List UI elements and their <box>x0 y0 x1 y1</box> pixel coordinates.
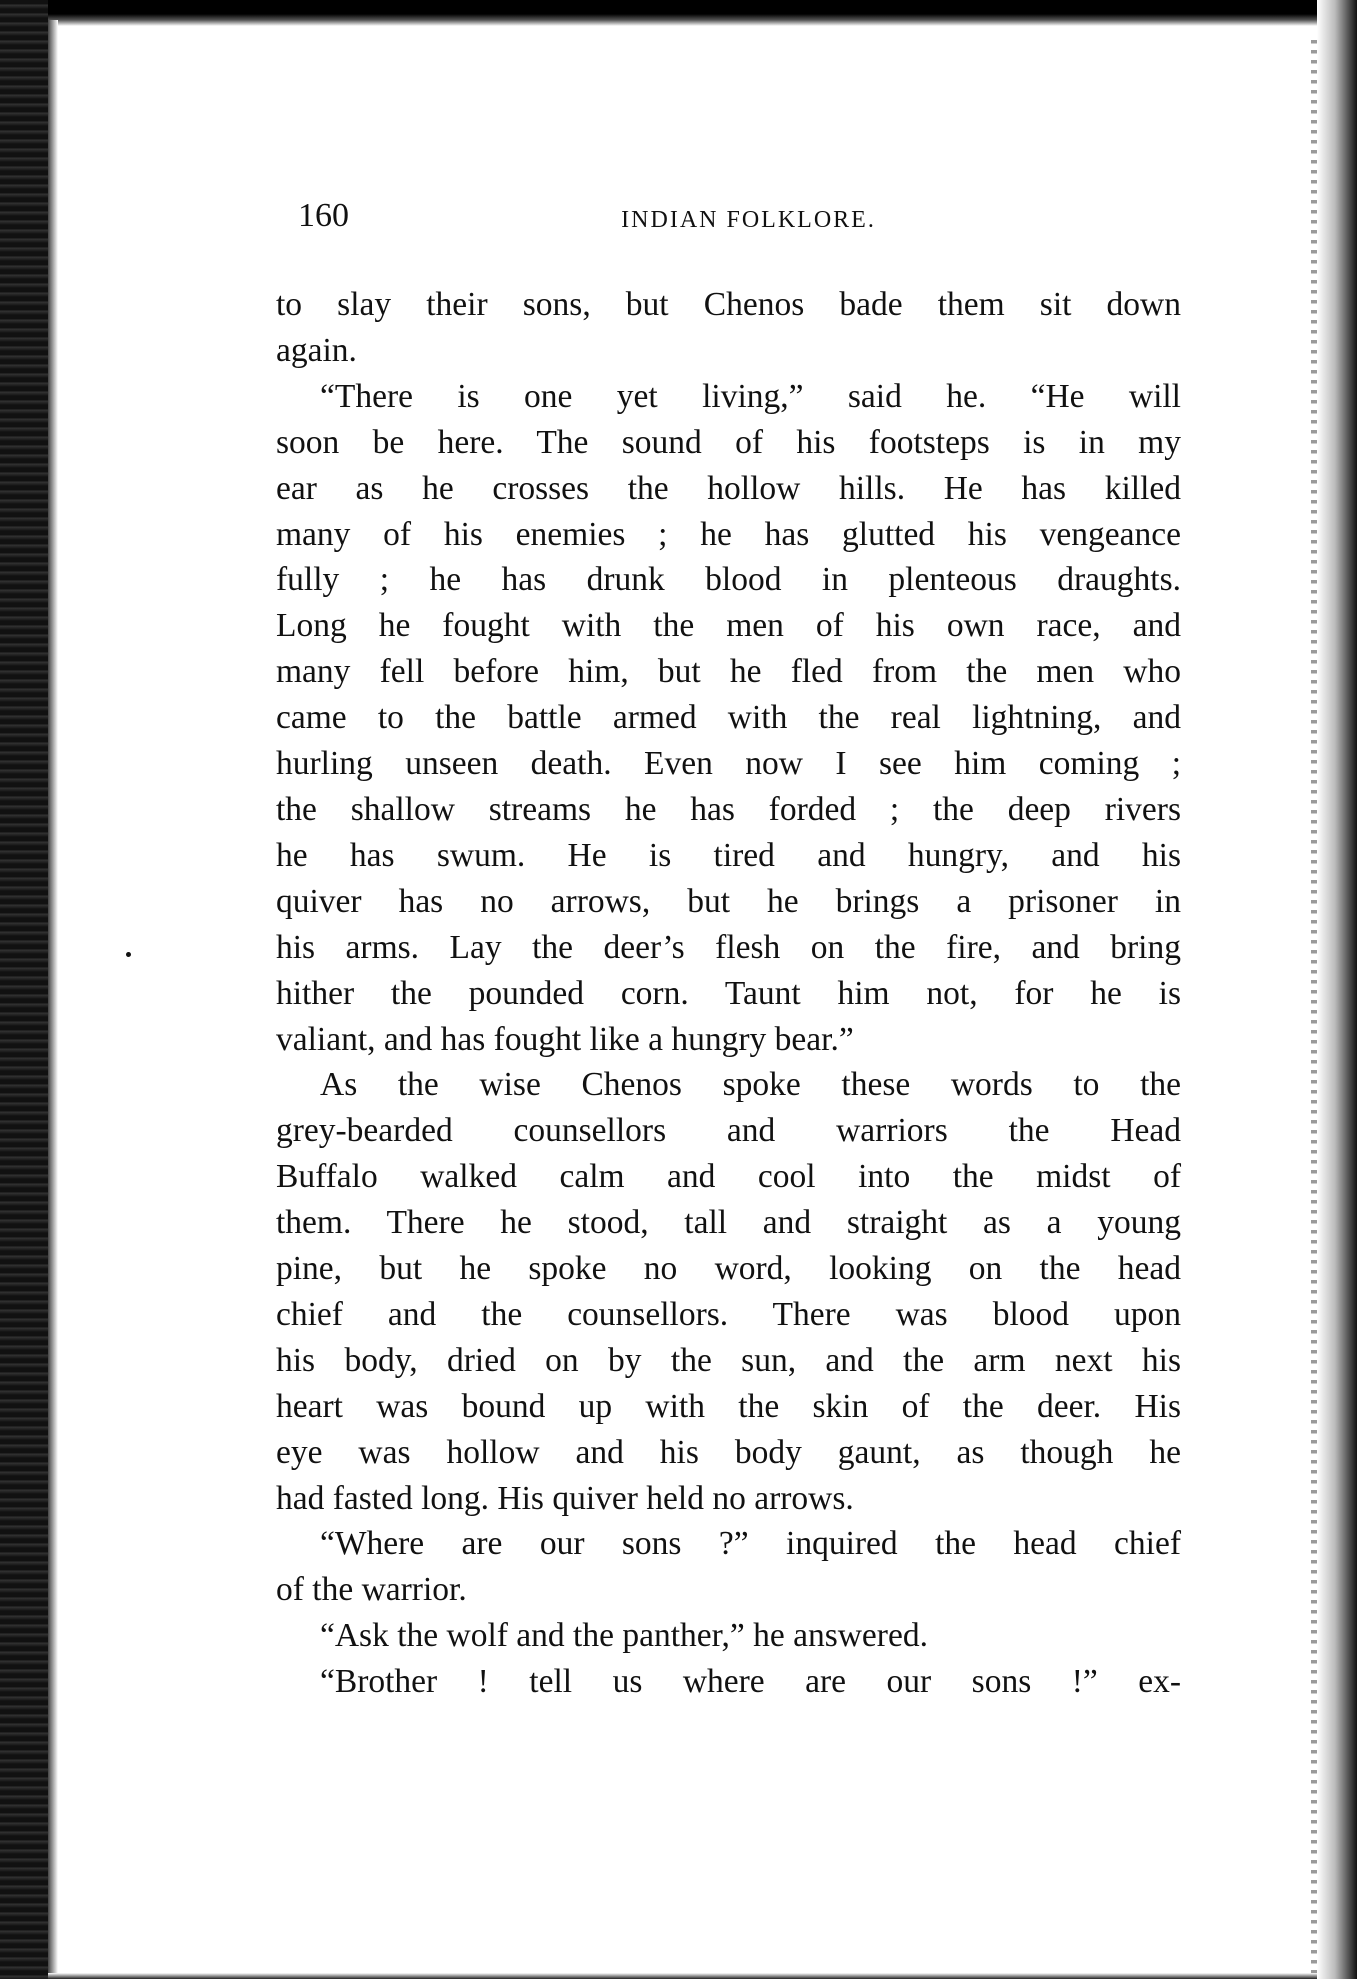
paragraph-start-line: “Ask the wolf and the panther,” he answered. <box>320 1617 928 1655</box>
text-line: his arms. Lay the deer’s flesh on the fire, and bring <box>276 928 1181 966</box>
text-line: hurling unseen death. Even now I see him coming ; <box>276 745 1181 783</box>
text-line: soon be here. The sound of his footsteps is in my <box>276 423 1181 461</box>
paragraph-start-line: “Brother ! tell us where are our sons !” ex- <box>320 1663 1181 1701</box>
page-gutter-shadow <box>48 20 58 1979</box>
text-line: came to the battle armed with the real lightning, and <box>276 699 1181 737</box>
text-line: pine, but he spoke no word, looking on the head <box>276 1250 1181 1288</box>
scan-border-bottom <box>48 1973 1317 1979</box>
text-line: Long he fought with the men of his own race, and <box>276 607 1181 645</box>
running-head <box>276 196 1181 246</box>
text-line: many fell before him, but he fled from the men who <box>276 653 1181 691</box>
text-line: valiant, and has fought like a hungry bear.” <box>276 1020 854 1058</box>
text-line: had fasted long. His quiver held no arrows. <box>276 1479 854 1517</box>
text-line: fully ; he has drunk blood in plenteous draughts. <box>276 561 1181 599</box>
scan-border-top <box>0 0 1357 26</box>
text-line: them. There he stood, tall and straight as a young <box>276 1204 1181 1242</box>
text-line: his body, dried on by the sun, and the arm next his <box>276 1341 1181 1379</box>
book-page <box>276 196 1181 1705</box>
running-title: INDIAN FOLKLORE. <box>621 207 876 233</box>
text-line: to slay their sons, but Chenos bade them sit down <box>276 286 1181 323</box>
text-line: of the warrior. <box>276 1571 467 1609</box>
page-number: 160 <box>298 197 349 234</box>
scan-border-right <box>1317 0 1357 1979</box>
text-line: grey-bearded counsellors and warriors the Head <box>276 1112 1181 1150</box>
text-line: many of his enemies ; he has glutted his vengeance <box>276 515 1181 553</box>
text-line: heart was bound up with the skin of the deer. His <box>276 1387 1181 1425</box>
text-line: quiver has no arrows, but he brings a prisoner in <box>276 882 1181 920</box>
paragraph-start-line: “There is one yet living,” said he. “He will <box>320 377 1181 415</box>
page-edge-right <box>1311 40 1317 1980</box>
text-line: hither the pounded corn. Taunt him not, for he is <box>276 974 1181 1012</box>
body-text <box>276 282 1181 1705</box>
text-line: chief and the counsellors. There was blood upon <box>276 1295 1181 1333</box>
text-line: Buffalo walked calm and cool into the midst of <box>276 1158 1181 1196</box>
text-line: eye was hollow and his body gaunt, as though he <box>276 1433 1181 1471</box>
ink-speck <box>126 952 131 957</box>
text-line: the shallow streams he has forded ; the deep rivers <box>276 790 1181 828</box>
text-line: ear as he crosses the hollow hills. He has killed <box>276 469 1181 507</box>
text-line: again. <box>276 331 357 369</box>
paragraph-start-line: As the wise Chenos spoke these words to the <box>320 1066 1181 1104</box>
text-line: he has swum. He is tired and hungry, and his <box>276 836 1181 874</box>
paragraph-start-line: “Where are our sons ?” inquired the head chief <box>320 1525 1181 1563</box>
book-spine-left <box>0 0 48 1979</box>
